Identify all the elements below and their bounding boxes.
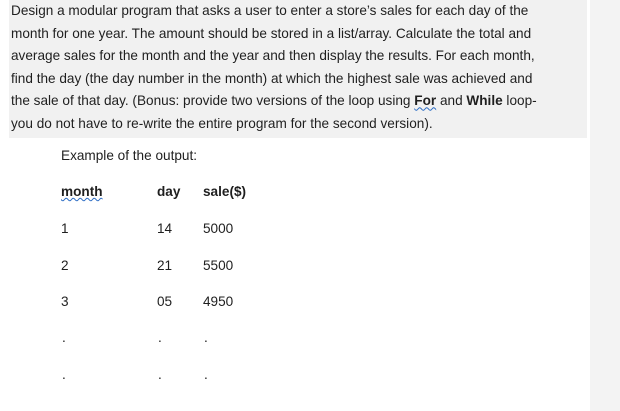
- table-cell-day: 21: [157, 258, 173, 273]
- table-cell-month: 3: [61, 294, 69, 309]
- ellipsis-dot: .: [158, 330, 162, 345]
- column-header-day: day: [157, 184, 181, 199]
- paragraph-line-bonus: [11, 90, 589, 113]
- paragraph-line: you do not have to re-write the entire program for the second version).: [11, 115, 433, 131]
- ellipsis-dot: .: [158, 367, 162, 382]
- table-cell-sale: 5500: [203, 258, 234, 273]
- ellipsis-dot: .: [204, 367, 208, 382]
- paragraph-line: month for one year. The amount should be stored in a list/array. Calculate the total and: [11, 25, 532, 41]
- keyword-for: For: [414, 93, 437, 109]
- table-cell-sale: 5000: [203, 221, 234, 236]
- column-header-sale: sale($): [203, 184, 247, 199]
- ellipsis-dot: .: [62, 330, 66, 345]
- paragraph-text: the sale of that day. (Bonus: provide two versions of the loop using: [11, 93, 415, 109]
- paragraph-line: find the day (the day number in the month) at which the highest sale was achieved and: [11, 70, 533, 86]
- paragraph-line: Design a modular program that asks a user to enter a store’s sales for each day of the: [11, 3, 529, 18]
- table-cell-month: 1: [61, 221, 69, 236]
- keyword-while: While: [466, 93, 503, 109]
- editor-margin: [590, 0, 620, 411]
- table-cell-sale: 4950: [203, 294, 234, 309]
- ellipsis-dot: .: [62, 367, 66, 382]
- paragraph-line: average sales for the month and the year and then display the results. For each month,: [11, 48, 535, 64]
- table-cell-day: 05: [157, 294, 173, 309]
- assignment-paragraph: [11, 0, 589, 136]
- paragraph-text: and: [436, 93, 467, 109]
- example-title: Example of the output:: [61, 148, 198, 163]
- ellipsis-dot: .: [204, 330, 208, 345]
- table-cell-day: 14: [157, 221, 173, 236]
- column-header-month: month: [61, 184, 103, 199]
- table-cell-month: 2: [61, 258, 69, 273]
- paragraph-text: loop-: [502, 93, 537, 109]
